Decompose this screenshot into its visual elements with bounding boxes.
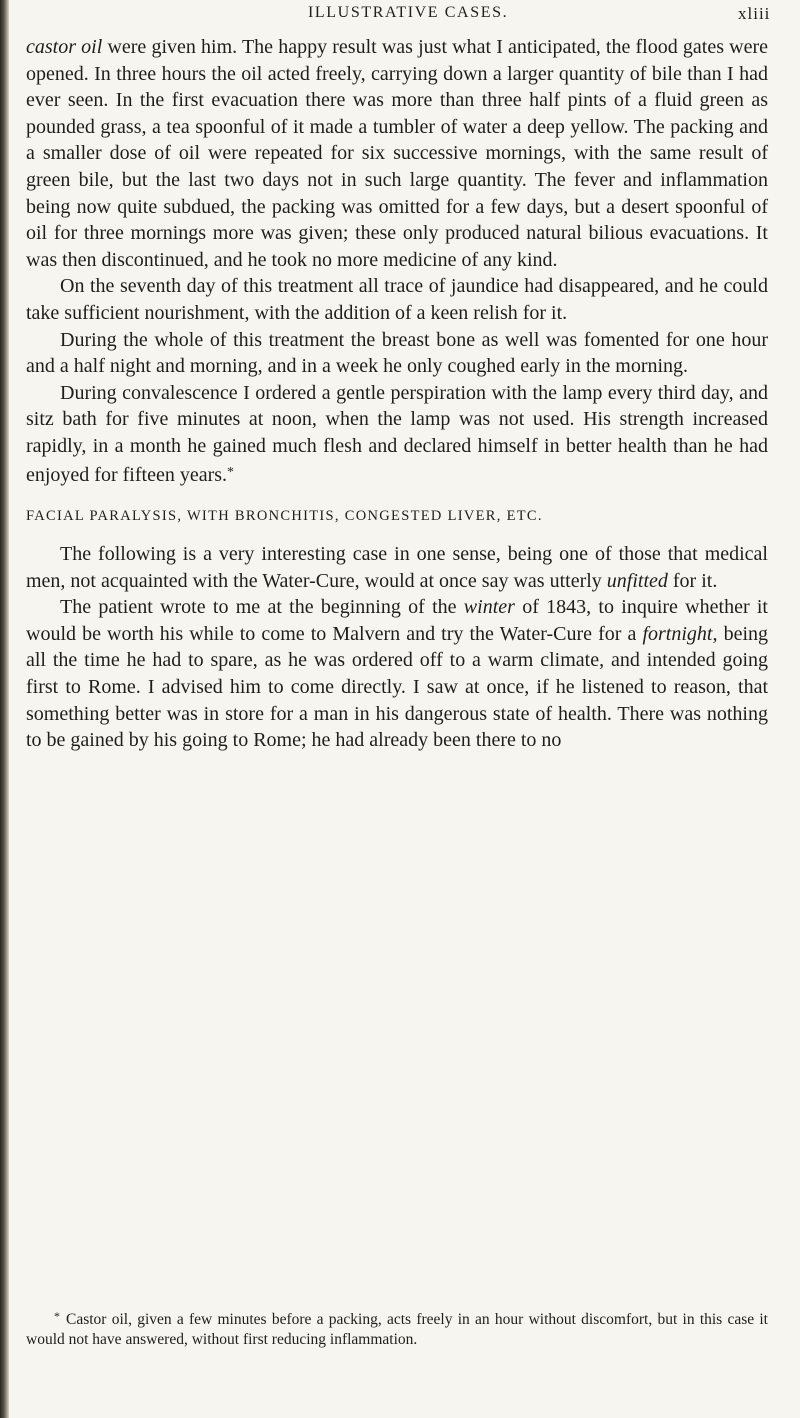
paragraph-text: for it.: [667, 569, 718, 592]
section-heading-facial-paralysis: FACIAL PARALYSIS, WITH BRONCHITIS, CONGESTED LIVER, ETC.: [26, 508, 543, 525]
paragraph-text: of 1843, to inquire whether it would be worth his while to come to Malvern and try the Water-Cure for a: [26, 596, 768, 645]
running-title: ILLUSTRATIVE CASES.: [308, 4, 509, 21]
paragraph-text: The patient wrote to me at the beginning of the: [60, 596, 464, 619]
paragraph-text: being all the time he had to spare, as he was ordered off to a warm climate, and intended going first to Rome. I advised him to come directly. I saw at once, if he listened to reason, that something better was in store for a man in his dangerous state of health. There was nothing to be gained by his going to Rome; he had already been there to no: [26, 622, 768, 752]
running-head: [0, 4, 800, 28]
footnote-mark: *: [54, 1309, 60, 1323]
footnote-area: [26, 1306, 768, 1350]
paragraph-text: During convalescence I ordered a gentle perspiration with the lamp every third day, and sitz bath for five minutes at noon, when the lamp was not used. His strength increased rapidly, in a month he gained much flesh and declared himself in better health than he had enjoyed for fifteen years.: [26, 381, 768, 486]
paragraph-text: The following is a very interesting case in one sense, being one of those that medical men, not acquainted with the Water-Cure, would at once say was utterly: [26, 543, 768, 592]
footnote-reference-mark: *: [227, 464, 235, 480]
body-text: [26, 34, 768, 754]
paragraph-fomentation: During the whole of this treatment the breast bone as well was fomented for one hour and a half night and morning, and in a week he only coughed early in the morning.: [26, 328, 768, 378]
paragraph-convalescence: [26, 380, 768, 488]
paragraph-jaundice-gone: On the seventh day of this treatment all trace of jaundice had disappeared, and he could take sufficient nourishment, with the addition of a keen relish for it.: [26, 275, 768, 324]
paragraph-patient-letter: [26, 594, 768, 754]
paragraph-interesting-case: [26, 541, 768, 594]
italic-fortnight: fortnight,: [642, 622, 718, 645]
page-binding-edge: [0, 0, 9, 1418]
footnote-text: Castor oil, given a few minutes before a packing, acts freely in an hour without discomfort, but in this case it would not have answered, without first reducing inflammation.: [26, 1311, 768, 1348]
italic-unfitted: unfitted: [606, 569, 668, 592]
page-number: xliii: [738, 4, 771, 23]
paragraph-text: were given him. The happy result was just what I anticipated, the flood gates were opened. In three hours the oil acted freely, carrying down a larger quantity of bile than I had ever seen. In the first evacuation there was more than three half pints of a fluid green as pounded grass, a tea spoonful of it made a tumbler of water a deep yellow. The packing and a smaller dose of oil were repeated for six successive mornings, with the same result of green bile, but the last two days not in such large quantity. The fever and inflammation being now quite subdued, the packing was omitted for a few days, but a desert spoonful of oil for three mornings more was given; these only produced natural bilious evacuations. It was then discontinued, and he took no more medicine of any kind.: [26, 36, 768, 271]
italic-castor-oil: castor oil: [26, 36, 103, 58]
italic-winter: winter: [463, 596, 515, 619]
paragraph-castor-oil-result: [26, 34, 768, 273]
footnote-castor-oil: [26, 1306, 768, 1350]
